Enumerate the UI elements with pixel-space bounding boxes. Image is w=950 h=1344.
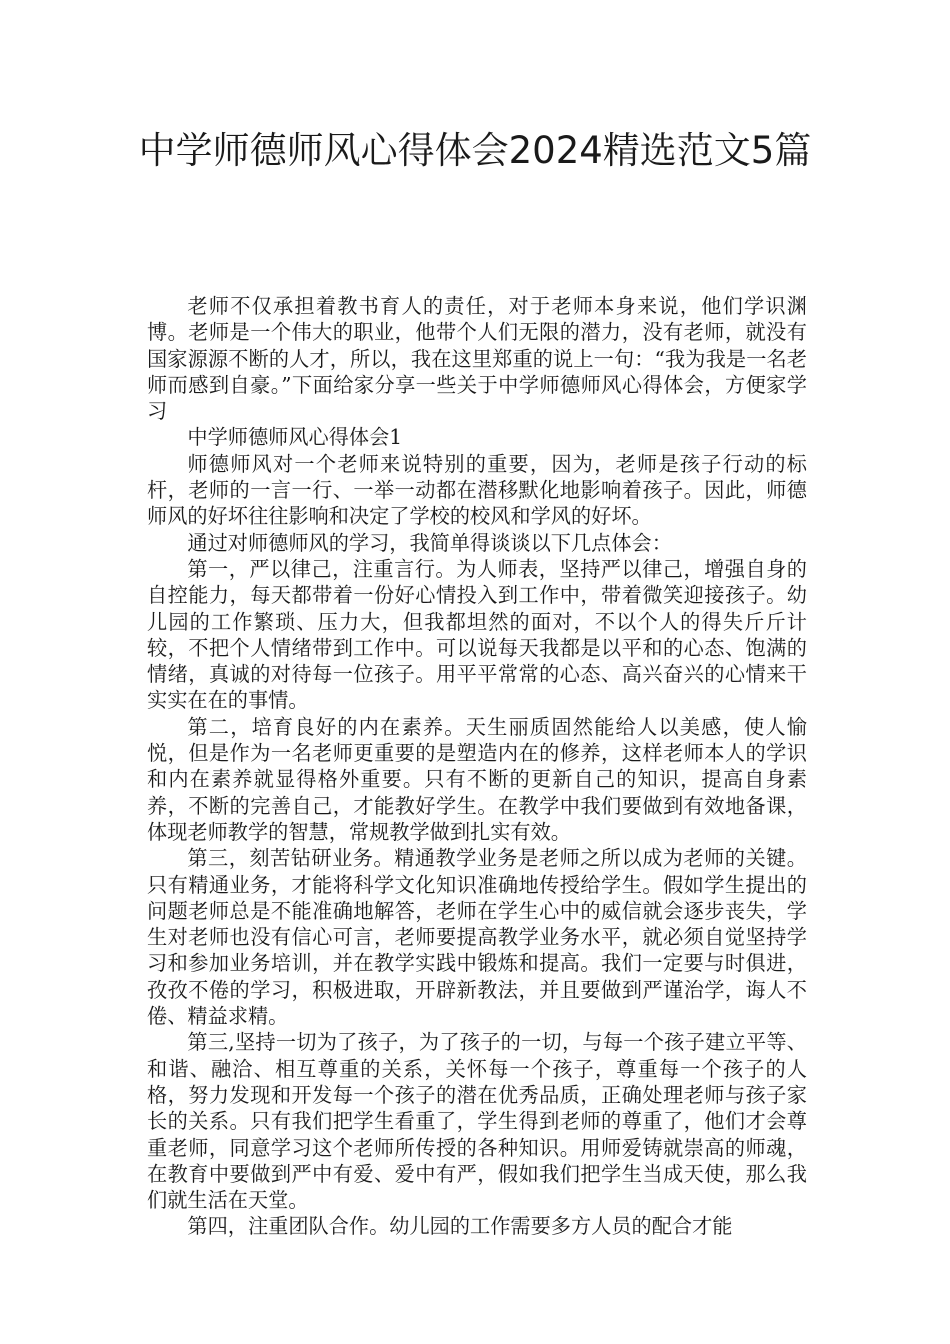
section-heading: 中学师德师风心得体会1 — [187, 425, 403, 450]
document-body — [147, 293, 807, 1240]
body-paragraph: 师德师风对一个老师来说特别的重要，因为，老师是孩子行动的标杆，老师的一言一行、一举一动都在潜移默化地影响着孩子。因此，师德师风的好坏往往影响和决定了学校的校风和学风的好坏。 — [147, 451, 807, 529]
body-paragraph: 第一，严以律己，注重言行。为人师表，坚持严以律己，增强自身的自控能力，每天都带着一份好心情投入到工作中，带着微笑迎接孩子。幼儿园的工作繁琐、压力大，但我都坦然的面对，不以个人的得失斤斤计较，不把个人情绪带到工作中。可以说每天我都是以平和的心态、饱满的情绪，真诚的对待每一位孩子。用平平常常的心态、高兴奋兴的心情来干实实在在的事情。 — [147, 556, 807, 713]
body-paragraph: 第二，培育良好的内在素养。天生丽质固然能给人以美感，使人愉悦，但是作为一名老师更重要的是塑造内在的修养，这样老师本人的学识和内在素养就显得格外重要。只有不断的更新自己的知识，提高自身素养，不断的完善自己，才能教好学生。在教学中我们要做到有效地备课，体现老师教学的智慧，常规教学做到扎实有效。 — [147, 714, 807, 844]
intro-paragraph: 老师不仅承担着教书育人的责任，对于老师本身来说，他们学识渊博。老师是一个伟大的职业，他带个人们无限的潜力，没有老师，就没有国家源源不断的人才，所以，我在这里郑重的说上一句：“我为我是一名老师而感到自豪。”下面给家分享一些关于中学师德师风心得体会，方便家学习 — [147, 294, 807, 424]
body-paragraph: 第三,坚持一切为了孩子，为了孩子的一切，与每一个孩子建立平等、和谐、融洽、相互尊重的关系，关怀每一个孩子，尊重每一个孩子的人格，努力发现和开发每一个孩子的潜在优秀品质，正确处理老师与孩子家长的关系。只有我们把学生看重了，学生得到老师的尊重了，他们才会尊重老师，同意学习这个老师所传授的各种知识。用师爱铸就崇高的师魂，在教育中要做到严中有爱、爱中有严，假如我们把学生当成天使，那么我们就生活在天堂。 — [147, 1030, 807, 1213]
body-paragraph: 第三，刻苦钻研业务。精通教学业务是老师之所以成为老师的关键。只有精通业务，才能将科学文化知识准确地传授给学生。假如学生提出的问题老师总是不能准确地解答，老师在学生心中的威信就会逐步丧失，学生对老师也没有信心可言，老师要提高教学业务水平，就必须自觉坚持学习和参加业务培训，并在教学实践中锻炼和提高。我们一定要与时俱进，孜孜不倦的学习，积极进取，开辟新教法，并且要做到严谨治学，诲人不倦、精益求精。 — [147, 846, 807, 1029]
body-paragraph: 通过对师德师风的学习，我简单得谈谈以下几点体会： — [187, 530, 672, 555]
document-title: 中学师德师风心得体会2024精选范文5篇 — [138, 129, 812, 172]
body-paragraph: 第四，注重团队合作。幼儿园的工作需要多方人员的配合才能 — [187, 1214, 733, 1239]
